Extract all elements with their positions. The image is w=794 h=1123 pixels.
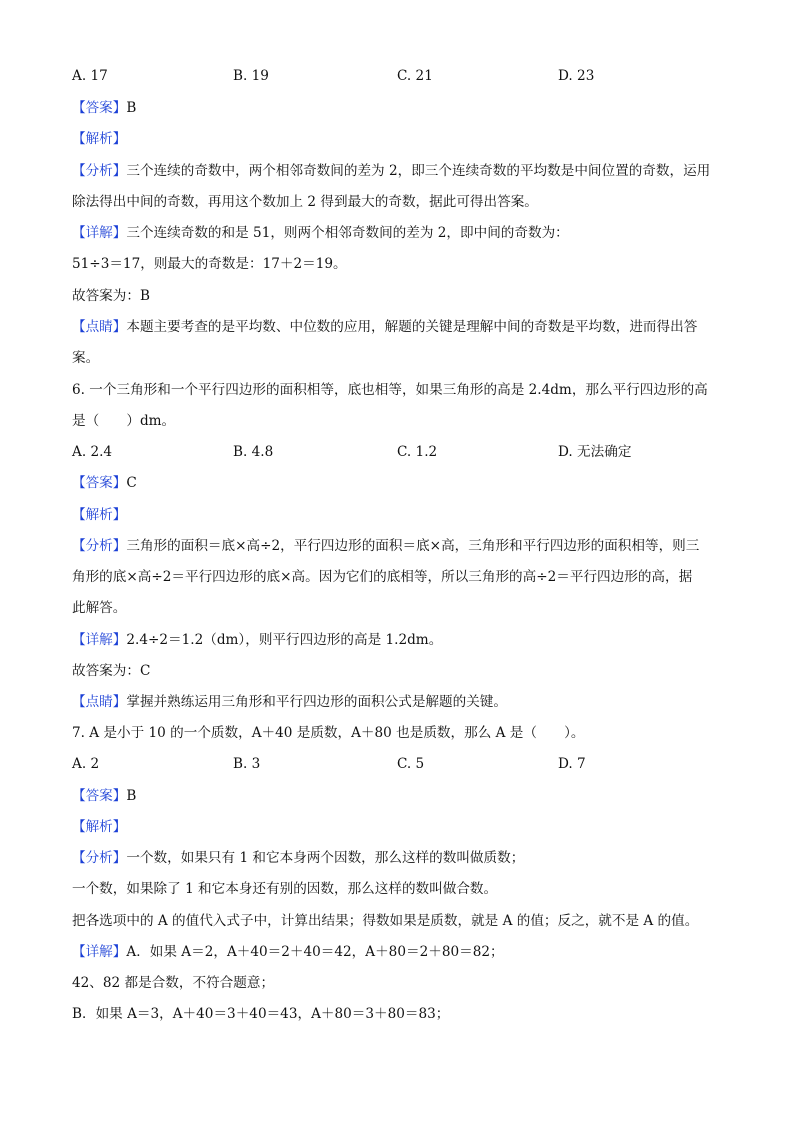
q5-xiangjie-line-2: 51÷3＝17，则最大的奇数是：17＋2＝19。 — [72, 256, 347, 272]
fenxi-tag: 【分析】 — [72, 850, 127, 866]
q5-option-c: C. 21 — [397, 68, 433, 84]
q6-fenxi-line-3: 此解答。 — [72, 600, 127, 616]
answer-value: B — [126, 100, 137, 116]
q5-conclusion: 故答案为：B — [72, 288, 150, 304]
q6-stem-line-2: 是（ ）dm。 — [72, 413, 176, 429]
answer-tag: 【答案】 — [72, 788, 127, 804]
q6-xiangjie-line-1 — [72, 630, 442, 650]
answer-value: C — [126, 475, 137, 491]
q5-option-a: A. 17 — [72, 68, 108, 84]
q7-option-b: B. 3 — [233, 756, 261, 772]
fenxi-tag: 【分析】 — [72, 163, 127, 179]
fenxi-text: 一个数，如果只有 1 和它本身两个因数，那么这样的数叫做质数； — [126, 850, 525, 866]
q5-analysis-heading — [72, 129, 126, 149]
q6-option-a: A. 2.4 — [72, 444, 113, 460]
q7-fenxi-line-2: 一个数，如果除了 1 和它本身还有别的因数，那么这样的数叫做合数。 — [72, 881, 498, 897]
answer-tag: 【答案】 — [72, 100, 127, 116]
q6-fenxi-line-1 — [72, 536, 699, 556]
q5-dianjing-line-2: 案。 — [72, 350, 100, 366]
q6-options — [72, 442, 728, 462]
q5-fenxi-line-1 — [72, 161, 710, 181]
xiangjie-text: 三个连续奇数的和是 51，则两个相邻奇数间的差为 2，即中间的奇数为： — [126, 225, 569, 241]
q7-answer — [72, 786, 136, 806]
q7-option-a: A. 2 — [72, 756, 100, 772]
q7-fenxi-line-3: 把各选项中的 A 的值代入式子中，计算出结果；得数如果是质数，就是 A 的值；反之，就不是 A 的值。 — [72, 913, 699, 929]
q6-analysis-heading — [72, 505, 126, 525]
q7-analysis-heading — [72, 817, 126, 837]
analysis-tag: 【解析】 — [72, 131, 127, 147]
q5-dianjing-line-1 — [72, 317, 697, 337]
q5-option-d: D. 23 — [558, 68, 595, 84]
dianjing-tag: 【点睛】 — [72, 319, 127, 335]
dianjing-text: 本题主要考查的是平均数、中位数的应用，解题的关键是理解中间的奇数是平均数，进而得出答 — [126, 319, 698, 335]
answer-value: B — [126, 788, 137, 804]
q6-option-d: D. 无法确定 — [558, 444, 632, 460]
dianjing-text: 掌握并熟练运用三角形和平行四边形的面积公式是解题的关键。 — [126, 694, 507, 710]
q5-answer — [72, 98, 136, 118]
fenxi-text: 三个连续的奇数中，两个相邻奇数间的差为 2，即三个连续奇数的平均数是中间位置的奇数，运用 — [126, 163, 711, 179]
q6-answer — [72, 473, 137, 493]
xiangjie-text: A．如果 A＝2，A＋40＝2＋40＝42，A＋80＝2＋80＝82； — [126, 944, 504, 960]
analysis-tag: 【解析】 — [72, 507, 127, 523]
q7-options — [72, 754, 728, 774]
xiangjie-tag: 【详解】 — [72, 632, 127, 648]
q5-option-b: B. 19 — [233, 68, 269, 84]
q6-fenxi-line-2: 角形的底×高÷2＝平行四边形的底×高。因为它们的底相等，所以三角形的高÷2＝平行四边形的高，据 — [72, 569, 693, 585]
xiangjie-text: 2.4÷2＝1.2（dm），则平行四边形的高是 1.2dm。 — [126, 632, 443, 648]
q7-stem-line-1: 7. A 是小于 10 的一个质数，A＋40 是质数，A＋80 也是质数，那么 A 是（ ）。 — [72, 725, 585, 741]
q7-xiangjie-line-3: B．如果 A＝3，A＋40＝3＋40＝43，A＋80＝3＋80＝83； — [72, 1006, 450, 1022]
q7-option-d: D. 7 — [558, 756, 586, 772]
q6-option-c: C. 1.2 — [397, 444, 438, 460]
fenxi-tag: 【分析】 — [72, 538, 127, 554]
q7-xiangjie-line-2: 42、82 都是合数，不符合题意； — [72, 975, 275, 991]
dianjing-tag: 【点睛】 — [72, 694, 127, 710]
q5-options — [72, 66, 728, 86]
xiangjie-tag: 【详解】 — [72, 944, 127, 960]
q7-xiangjie-line-1 — [72, 942, 504, 962]
fenxi-text: 三角形的面积＝底×高÷2，平行四边形的面积＝底×高，三角形和平行四边形的面积相等，则三 — [126, 538, 700, 554]
q5-fenxi-line-2: 除法得出中间的奇数，再用这个数加上 2 得到最大的奇数，据此可得出答案。 — [72, 194, 538, 210]
q6-conclusion: 故答案为：C — [72, 663, 151, 679]
xiangjie-tag: 【详解】 — [72, 225, 127, 241]
q7-option-c: C. 5 — [397, 756, 425, 772]
q6-stem-line-1: 6. 一个三角形和一个平行四边形的面积相等，底也相等，如果三角形的高是 2.4dm，那么平行四边形的高 — [72, 382, 708, 398]
answer-tag: 【答案】 — [72, 475, 127, 491]
analysis-tag: 【解析】 — [72, 819, 127, 835]
q6-option-b: B. 4.8 — [233, 444, 274, 460]
q5-xiangjie-line-1 — [72, 223, 569, 243]
q6-dianjing-line-1 — [72, 692, 507, 712]
q7-fenxi-line-1 — [72, 848, 524, 868]
